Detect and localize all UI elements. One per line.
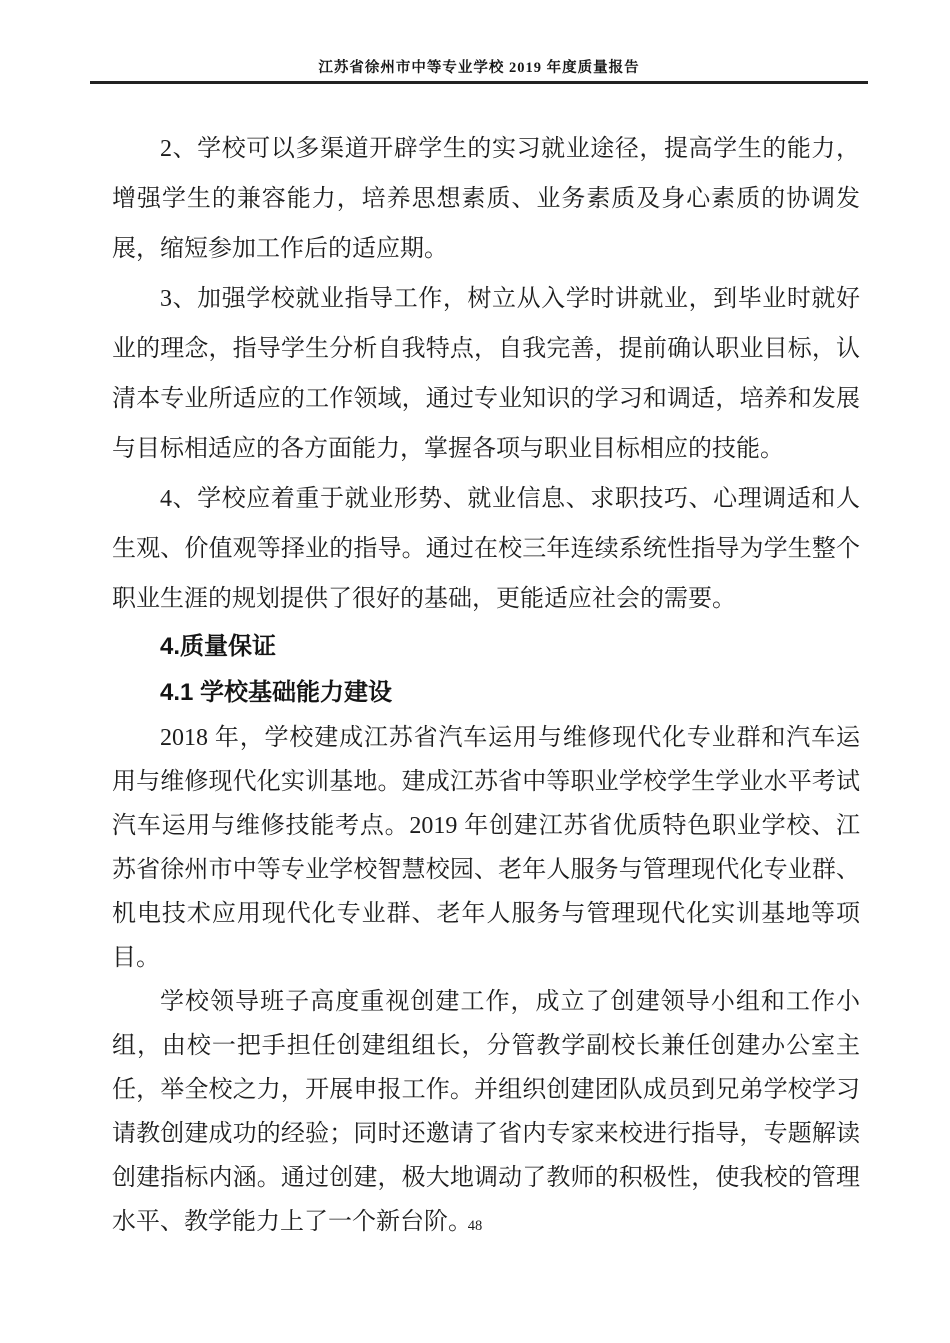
section-capacity-building (112, 716, 860, 1244)
paragraph: 2018 年，学校建成江苏省汽车运用与维修现代化专业群和汽车运用与维修现代化实训基地。建成江苏省中等职业学校学生学业水平考试汽车运用与维修技能考点。2019 年创建江苏省优质特色职业学校、江苏省徐州市中等专业学校智慧校园、老年人服务与管理现代化专业群、机电技术应用现代化专业群、老年人服务与管理现代化实训基地等项目。 (112, 725, 860, 971)
subsection-heading-school-capacity: 4.1 学校基础能力建设 (160, 679, 393, 706)
header-title: 江苏省徐州市中等专业学校 2019 年度质量报告 (318, 60, 640, 76)
paragraph: 学校领导班子高度重视创建工作，成立了创建领导小组和工作小组，由校一把手担任创建组组长，分管教学副校长兼任创建办公室主任，举全校之力，开展申报工作。并组织创建团队成员到兄弟学校学习请教创建成功的经验；同时还邀请了省内专家来校进行指导，专题解读创建指标内涵。通过创建，极大地调动了教师的积极性，使我校的管理水平、教学能力上了一个新台阶。 (112, 989, 860, 1235)
document-body (112, 124, 860, 1244)
paragraph: 2、学校可以多渠道开辟学生的实习就业途径，提高学生的能力，增强学生的兼容能力，培养思想素质、业务素质及身心素质的协调发展，缩短参加工作后的适应期。 (112, 136, 860, 262)
section-heading-quality-assurance: 4.质量保证 (160, 633, 277, 660)
header-double-rule (90, 81, 868, 84)
page-header (90, 0, 868, 84)
page-number: 48 (467, 1218, 483, 1234)
section-employment-guidance (112, 124, 860, 624)
page-footer (0, 1218, 950, 1235)
paragraph: 4、学校应着重于就业形势、就业信息、求职技巧、心理调适和人生观、价值观等择业的指导。通过在校三年连续系统性指导为学生整个职业生涯的规划提供了很好的基础，更能适应社会的需要。 (112, 486, 860, 612)
paragraph: 3、加强学校就业指导工作，树立从入学时讲就业，到毕业时就好业的理念，指导学生分析自我特点，自我完善，提前确认职业目标，认清本专业所适应的工作领域，通过专业知识的学习和调适，培养和发展与目标相适应的各方面能力，掌握各项与职业目标相应的技能。 (112, 286, 860, 462)
